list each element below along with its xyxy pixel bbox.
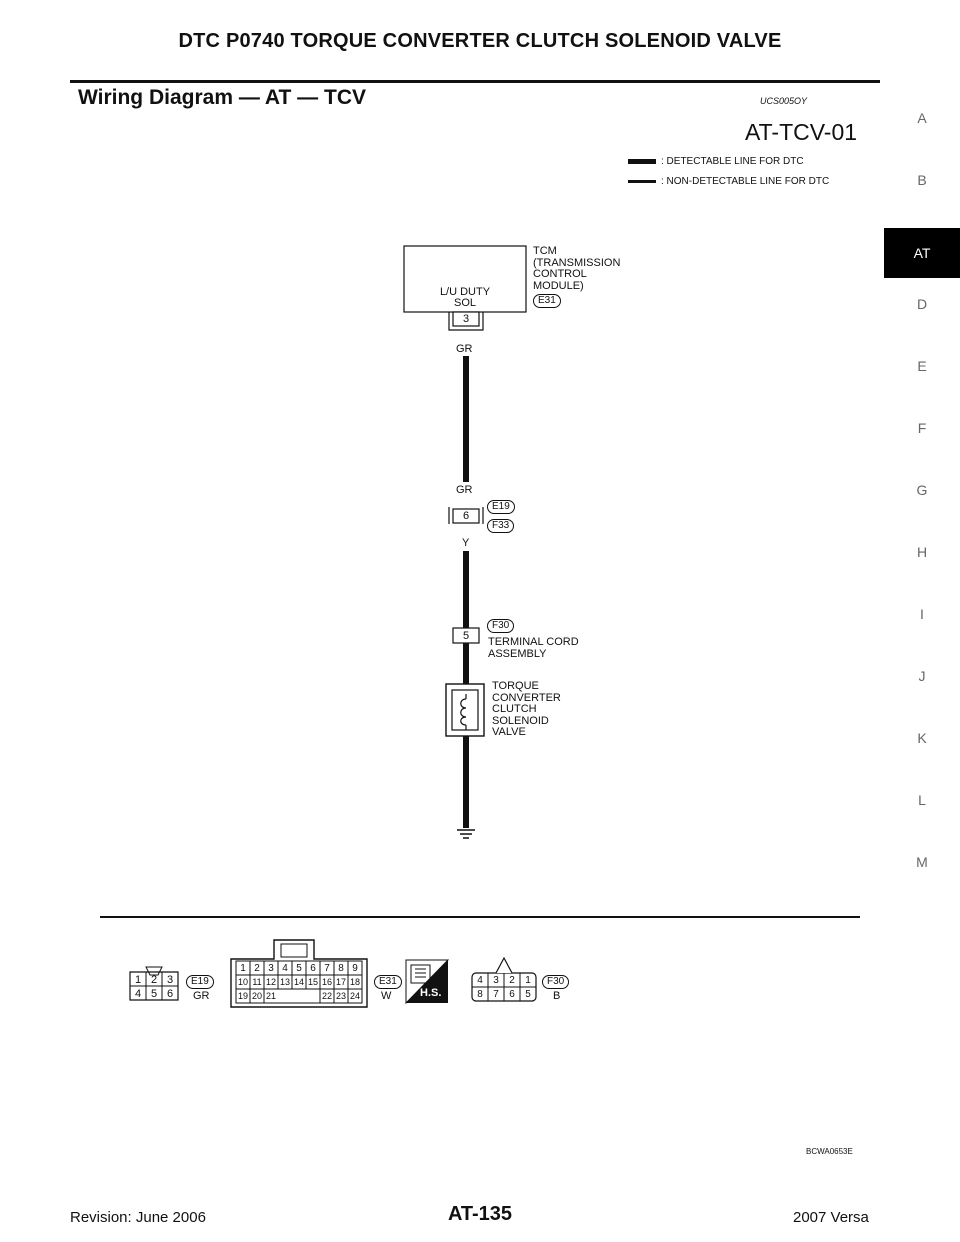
side-tab-f[interactable]: F — [917, 420, 927, 436]
side-tab-m[interactable]: M — [916, 854, 928, 870]
e19-pin: 4 — [134, 988, 142, 1000]
tcm-label: TCM (TRANSMISSION CONTROL MODULE) — [533, 245, 621, 292]
tcm-connector-e31: E31 — [533, 294, 561, 308]
legend-non-detectable-text: : NON-DETECTABLE LINE FOR DTC — [661, 176, 830, 187]
side-tab-k[interactable]: K — [917, 730, 927, 746]
connector-e19-color: GR — [193, 990, 210, 1002]
tcm-inner-line2: SOL — [453, 297, 476, 309]
diagram-id: AT-TCV-01 — [745, 119, 858, 145]
connector-f30-color: B — [553, 990, 561, 1002]
terminal-cord-label: TERMINAL CORD ASSEMBLY — [488, 636, 579, 660]
side-tab-g[interactable]: G — [916, 482, 928, 498]
e19-pin: 1 — [134, 974, 142, 986]
e19-pin: 6 — [166, 988, 174, 1000]
solenoid-inner-box — [452, 690, 478, 730]
side-tab-i[interactable]: I — [920, 606, 924, 622]
solenoid-label: TORQUE CONVERTER CLUTCH SOLENOID VALVE — [492, 680, 561, 738]
e19-pin: 3 — [166, 974, 174, 986]
footer-model: 2007 Versa — [793, 1209, 869, 1226]
connector-section-rule — [100, 916, 860, 918]
side-tab-d[interactable]: D — [916, 296, 928, 312]
wire-color-gr-mid: GR — [456, 484, 473, 496]
connector-e19-name: E19 — [186, 975, 214, 989]
figure-reference-code: BCWA0653E — [806, 1147, 853, 1156]
section-code: UCS005OY — [760, 96, 808, 106]
side-tab-a[interactable]: A — [917, 110, 927, 126]
terminal-cord-terminal-5: 5 — [462, 630, 470, 642]
tcm-inner-line1: L/U DUTY — [439, 286, 491, 298]
side-tab-h[interactable]: H — [916, 544, 928, 560]
footer-page-number: AT-135 — [447, 1203, 513, 1225]
connector-e31-name: E31 — [374, 975, 402, 989]
wire-color-y: Y — [462, 537, 470, 549]
side-tab-j[interactable]: J — [918, 668, 926, 684]
footer-revision: Revision: June 2006 — [70, 1209, 206, 1226]
wire-color-gr-top: GR — [456, 343, 473, 355]
terminal-cord-connector-f30: F30 — [487, 619, 514, 633]
connector-e31-color: W — [381, 990, 392, 1002]
tcm-terminal-3: 3 — [462, 313, 470, 325]
page-header-title: DTC P0740 TORQUE CONVERTER CLUTCH SOLENOID VALVE — [178, 30, 782, 52]
side-tab-l[interactable]: L — [918, 792, 926, 808]
section-title: Wiring Diagram — AT — TCV — [78, 86, 366, 109]
side-tab-at[interactable]: AT — [884, 228, 960, 278]
harness-side-label: H.S. — [420, 987, 442, 999]
e19-pin: 2 — [150, 974, 158, 986]
legend-detectable-text: : DETECTABLE LINE FOR DTC — [661, 156, 804, 167]
joint-terminal-6: 6 — [462, 510, 470, 522]
joint-connector-f33: F33 — [487, 519, 514, 533]
joint-connector-e19: E19 — [487, 500, 515, 514]
connector-f30-name: F30 — [542, 975, 569, 989]
side-tab-e[interactable]: E — [917, 358, 927, 374]
side-tab-b[interactable]: B — [917, 172, 927, 188]
e19-pin: 5 — [150, 988, 158, 1000]
